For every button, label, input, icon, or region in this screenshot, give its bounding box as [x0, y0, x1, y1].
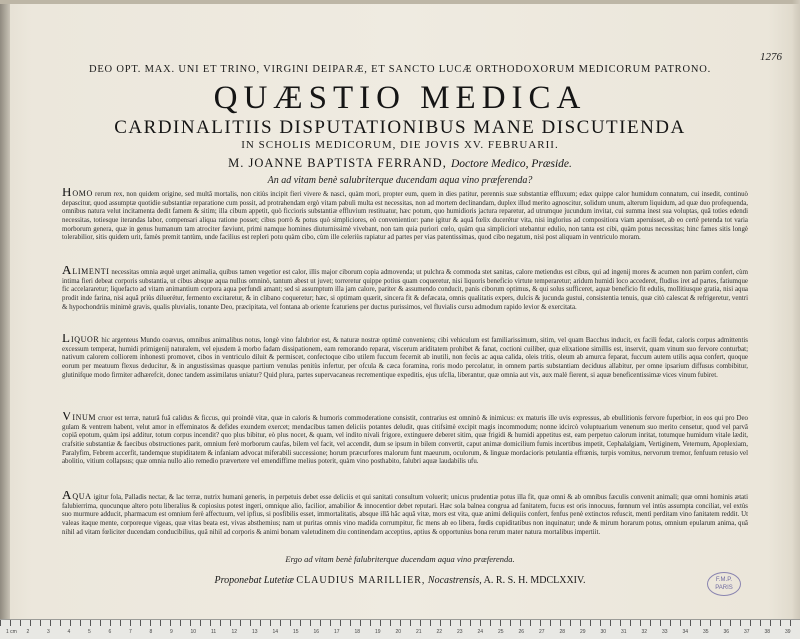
ruler-label: 2 — [26, 629, 30, 635]
ruler-label: 8 — [149, 629, 153, 635]
ruler-labels — [0, 629, 800, 638]
ruler-label: 39 — [785, 629, 791, 635]
paragraph-text: cruor est terræ, naturâ fuâ calidus & ficcus, qui proindè vitæ, quæ in caloris & humoris commoderatione consistit, contrarius est omninò & inimicus: ex maturis ille uvis expressus, ab ebullitionis fervore fuperbior, in eos qui pro Deo gulam & ventrem habent, velut amor in effeminatos & defides exundem exercet; mendacibus tamen deliciis potantes deludit, quas citifsimè excipit magis incommodum; nonne idcircò voluptuarium venenum suo merito censetur, quod vel parvâ copiâ epotum, quàm ipsi additur, totum corpus incendit? quo plus bibitur, eò plus nocet, & quam, vel indito nivali frigore, extinguere deberet sitim, quæ frigidi & humidi appetitus est, eam perpetuo calorum inritat, totumque humidum vitale lædit, crafsitie substantiæ & faecibus obstructiones parit, omnium ferè morborum caufas, bilem vel facit, vel accendit, dum se ipsum in bilem convertit, caput animæ domicilium fumis incertibus impetit, Cephalalgiam, Vertiginem, Veternum, Apoplexiam, Paralyfim, Febrem accerfit, tandemque stupiditatem & infaniam advocat miferabili successione; horum præcurfores malorum funt maeurum, oculorum, & linguæ mordacioris petulantia effrænis, turpis vomitus, nervorum tremor, fenfuum retusio vel abolitio, vitium collapsus; quæ omnia nullo alio remedio prævertere vel emendiffime melius poterit, quàm vino posthabito, falubri aquæ laudabilis ufu. — [62, 415, 748, 466]
ruler-label: 36 — [723, 629, 730, 635]
ruler-label: 21 — [416, 629, 422, 635]
dropcap: A — [62, 266, 72, 277]
praeses-name: M. JOANNE BAPTISTA FERRAND, — [228, 156, 447, 170]
paragraph-5 — [62, 491, 748, 548]
ruler-label: 12 — [231, 629, 238, 635]
ruler-label: 14 — [272, 629, 279, 635]
paragraph-text: rerum rex, non quidem origine, sed multâ mortalis, non citiùs incipit fieri vivere & nasci, quàm mori, propter eum, quem in dies patitur, perennis suæ substantiæ effluxum; edax quippe calor humidum connatum, cui insedit, continuò depascitur, quod assumptæ quotidie substantiæ reparatione cum possit, ad protrahendam ergò vitam pabuli multa est necessitas, non ad mortem declinandam, duplex illud merito agnoscitur, solidum unum, alterum liquidum, ad quæ duo profequenda, omnibus natura velut incitamenta dedit famem & sitim; illa cibum appetit, quò ficcioris substantiæ effluvium restituatur, hæc potum, quo humidioris jactura reparetur, ad utrumque jucundum invitat, cui summa inest sua voluptas, quâ toties edendi necessitas, totiesque iterandas labor, compensari aliqua ratione posset; cibus porrò & potus quò simpliciores, eò convenientior: pane igitur & aquâ fœlix ducerétur vita, nisi inglorius ad compositiora viam aperuisset, ab eo certè petenda tot varia morborum genera, quæ in genus humanum tam atrociter fæviunt, primi namque homines diuturnissimè vivebant, non tam quia puriori cœlo, quàm qua simpliciori utebantur edulio, non tanta est cibi, quàm potus necessitas; hinc fames sitis longè tolerabilior, sitis quidem urit, famès premit tantùm, unde facilius est repleri potu quàm cibo, cùm ille celeriùs rapiatur ad partes per vias patentissimas, quod cibo negatum, nisi post aliquam in ventriculo moram. — [62, 191, 748, 242]
lead-word: IQUOR — [70, 335, 100, 344]
ruler-label: 29 — [580, 629, 586, 635]
ruler-label: 33 — [662, 629, 668, 635]
ruler-label: 34 — [682, 629, 689, 635]
ruler-label: 32 — [641, 629, 648, 635]
library-stamp — [707, 572, 741, 596]
top-border — [0, 0, 800, 4]
lead-word: OMO — [72, 189, 93, 198]
paragraph-1 — [62, 188, 748, 258]
ruler-label: 30 — [600, 629, 607, 635]
ruler-label: 5 — [88, 629, 91, 635]
imprint-prefix: Proponebat Lutetiæ — [214, 575, 294, 586]
paragraph-text: necessitas omnia æquè urget animalia, quibus tamen vegetior est calor, illis major ciborum copia admovenda; ut pulchra & commoda stet sanitas, calore metiendus est cibus, qui ad ingenij mores & acumen non parùm confert, cùm intima fieri debeat corporis substantia, ut cibus absque aqua nullus omninò, tantum abest ut juvet; torreretur quippe potius quam coqueretur, nisi liquoris beneficio virtute temperaretur; aridum humidi loco accederet, fludius iret ad partes, fatiumque fic accelararetur; liquefacto ad vitam animantium corpora aqua perfundi amant; sed si assumptum illa jam calore, pariter & assumendo conducit, panis ciborum optimus, & qui solus sufficeret, aquæ beneficio fit edulis, mollitiusque gratia, nisi aqua prodit inde farina, nisi aquâ priùs diluerétur, fermento excitaretur, & in clibano coqueretur; hæc, si optimam quærit, sincera fit & defæcata, omnis qualitatis expers, dulcis & jucunda gustui, consistentia tenuis, quæ citò calescat & refrigeretur, ventri & hypochondriis minimè gravis, qualis pluvialis, tonante Deo, præcipitata, vel fontana ab oriente fcaturiens per ductus purissimos, vel fluvialis cursu admodum rapido levior & exercitata. — [62, 269, 748, 311]
ruler-label: 9 — [170, 629, 173, 635]
dropcap: V — [62, 412, 72, 423]
ruler-label: 19 — [375, 629, 381, 635]
ruler-label: 6 — [108, 629, 112, 635]
imprint-author: CLAUDIUS MARILLIER, — [296, 575, 426, 586]
imprint-line — [0, 575, 800, 586]
paragraph-3 — [62, 334, 748, 405]
folio-number: 1276 — [760, 51, 782, 63]
schedule-line: IN SCHOLIS MEDICORUM, DIE JOVIS XV. FEBRUARII. — [241, 139, 559, 151]
imprint-date: A. R. S. H. MDCLXXIV. — [483, 575, 586, 586]
dropcap: A — [62, 491, 72, 502]
stamp-line-1: F.M.P. — [715, 577, 733, 583]
ruler-label: 18 — [354, 629, 361, 635]
praeses-line — [0, 156, 800, 171]
ruler-label: 16 — [313, 629, 320, 635]
paragraph-text: igitur fola, Palladis nectar, & lac terræ, nutrix humani generis, in perpetuis debet esse deliciis et qui sanitati consultum voluerit; unicus prudentiæ potus illa fit, quæ omni & ab omnibus fæculis convenit animali; quæ omni hominis ætati falubierrima, quocunque altero potu liberalius & copiosius potest ingeri, omnique alio, facilior, amabilior & innocentior debet reputari. Hæc sola balnea congrua ad fanitatem, fucus est oris innocuus, fœnnum vel intùs assumpta conciliat, vel extùs suo murmure adducit, pharmacum est omnium ferè affectuum, vel ipfius, si posfibilis esset, immortalitatis, absque illâ hâc aquâ vitæ, mors est vita, quæ animi deliquiis confert, fenfus penè extinctos refuscit, mentì perditam vino fanitatem reddit. Ut valeas itaque mente, corporeque vigeas, quæ vitas beata est, vivas absthemius; nam ut puritas omnis vino madida corrumpitur, fic mens ab eo libera, fœdis cupiditatibus non inquinatur; unde & mirum horarum potus, omnium epularum anima, quâ nihil ad vitam fœliciter ducendam conducibilius, quâ nihil ad corporis & animi bonam valetudinem diu continendam acceptius, aptius & opportunius bona rerum mater natura mortalibus impertiit. — [62, 494, 748, 536]
dedication-line: DEO OPT. MAX. UNI ET TRINO, VIRGINI DEIPARÆ, ET SANCTO LUCÆ ORTHODOXORUM MEDICORUM PATRONO. — [88, 64, 712, 75]
ruler-label: 31 — [621, 629, 627, 635]
praeses-role: Doctore Medico, Præside. — [450, 158, 572, 170]
thesis-question: An ad vitam benè salubriterque ducendam aqua vino præferenda? — [267, 175, 533, 186]
ruler-label: 23 — [457, 629, 463, 635]
ruler-label: 37 — [744, 629, 750, 635]
ruler-label: 22 — [436, 629, 443, 635]
ruler-label: 7 — [129, 629, 132, 635]
ruler-label: 25 — [498, 629, 504, 635]
dropcap: H — [62, 188, 72, 199]
lead-word: LIMENTI — [72, 267, 110, 276]
ruler-label: 17 — [334, 629, 340, 635]
stamp-line-2: PARIS — [715, 585, 733, 591]
ruler-label: 11 — [211, 629, 217, 635]
dropcap: L — [62, 334, 70, 345]
ruler-label: 1 cm — [6, 629, 17, 635]
ruler-label: 24 — [477, 629, 484, 635]
page-subtitle: CARDINALITIIS DISPUTATIONIBUS MANE DISCUTIENDA — [114, 117, 686, 138]
lead-word: QUA — [72, 492, 92, 501]
ruler-label: 26 — [518, 629, 525, 635]
ruler-label: 4 — [67, 629, 71, 635]
ruler-label: 15 — [293, 629, 299, 635]
paragraph-4 — [62, 412, 748, 483]
ruler-label: 27 — [539, 629, 545, 635]
ruler-label: 35 — [703, 629, 709, 635]
ruler-label: 28 — [559, 629, 566, 635]
ruler-label: 38 — [764, 629, 771, 635]
ruler-label: 3 — [47, 629, 50, 635]
imprint-origin: Nocastrensis, — [427, 575, 482, 586]
ruler-label: 20 — [395, 629, 402, 635]
conclusion-line: Ergo ad vitam benè falubriterque ducendam aqua vino præferenda. — [285, 554, 515, 564]
paragraph-2 — [62, 266, 748, 327]
paragraph-text: hic argenteus Mundo coævus, omnibus animalibus notus, longè vino falubrior est, & naturæ nostræ optimè conveniens; cibi vehiculum est familiarissimum, sitim, vel quam Bacchus inducit, ex facili fedat, caloris corpus admittentis excessum temperat, humidi primigenij naturalem, vel ejusdem à morbo fadam dissipationem, eam remorando reparat, viscerum ariditatem prohibet & fanat, coctioni cuiliber, quæ elixatione simillis est, inservit, quam vinum suo fervore conturbat; nativum calorem colliorem inhonesti promovet, cibos in ventriculo diluit & permiscet, confectoque cibo utilem fuccum fecernit ab inutili, non fecùs ac aqua calida, oleis tritis, oleum ab amurca feparat, fuccum autem utilis aqua confert, quoque eorum per meatuum flexus deducitur, & in angustissimas quasque partium venulas penitùs infertur, per ofcula & cæca foramina, roris modo percolatur, in omnem partis substantiam deciduus allabitur, per omne ipsarium diffusus combibitur, glutinifque modo firmiter adhærefcit, donec tandem assimilatus uniatur? Quid plura, partes supervacaneas recrementique expeditis, ejus ufclla, liberantur, quæ omnia aut vix, aux malè fierent, si aquæ beneficentissimæ vices vinum fubiret. — [62, 337, 748, 379]
ruler-label: 13 — [252, 629, 258, 635]
ruler-label: 10 — [190, 629, 197, 635]
page-title: QUÆSTIO MEDICA — [213, 80, 587, 116]
lead-word: INUM — [72, 413, 97, 422]
